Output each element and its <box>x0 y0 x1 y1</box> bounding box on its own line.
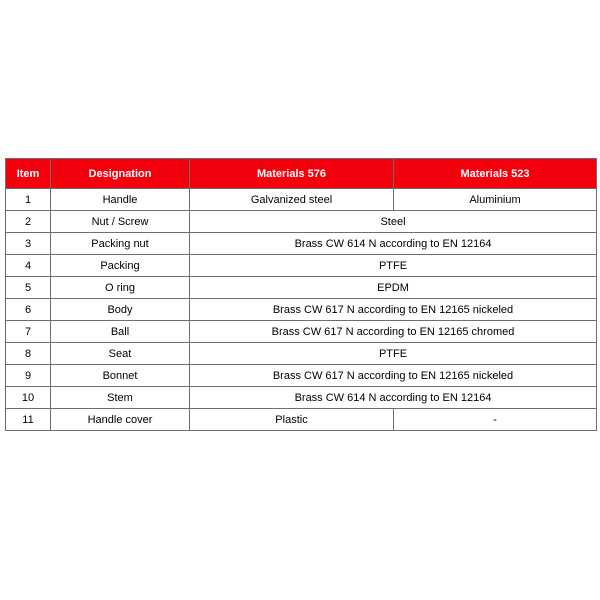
designation-cell: Ball <box>51 321 190 343</box>
header-materials-523: Materials 523 <box>394 159 597 189</box>
designation-cell: O ring <box>51 277 190 299</box>
material-shared-cell: PTFE <box>190 255 597 277</box>
materials-table <box>5 158 597 431</box>
material-shared-cell: Steel <box>190 211 597 233</box>
item-number: 3 <box>6 233 51 255</box>
material-576-cell: Galvanized steel <box>190 189 394 211</box>
material-shared-cell: EPDM <box>190 277 597 299</box>
item-number: 8 <box>6 343 51 365</box>
item-number: 2 <box>6 211 51 233</box>
designation-cell: Bonnet <box>51 365 190 387</box>
material-576-cell: Plastic <box>190 409 394 431</box>
material-shared-cell: Brass CW 617 N according to EN 12165 chromed <box>190 321 597 343</box>
designation-cell: Handle cover <box>51 409 190 431</box>
table-row <box>6 189 597 211</box>
table-row <box>6 365 597 387</box>
designation-cell: Handle <box>51 189 190 211</box>
table-row <box>6 233 597 255</box>
table-row <box>6 299 597 321</box>
table-row <box>6 255 597 277</box>
designation-cell: Seat <box>51 343 190 365</box>
item-number: 11 <box>6 409 51 431</box>
table-row <box>6 409 597 431</box>
designation-cell: Packing <box>51 255 190 277</box>
designation-cell: Nut / Screw <box>51 211 190 233</box>
item-number: 4 <box>6 255 51 277</box>
material-523-cell: - <box>394 409 597 431</box>
table-row <box>6 387 597 409</box>
material-523-cell: Aluminium <box>394 189 597 211</box>
table-header-row <box>6 159 597 189</box>
designation-cell: Body <box>51 299 190 321</box>
material-shared-cell: Brass CW 617 N according to EN 12165 nickeled <box>190 299 597 321</box>
table-row <box>6 211 597 233</box>
material-shared-cell: Brass CW 614 N according to EN 12164 <box>190 233 597 255</box>
item-number: 5 <box>6 277 51 299</box>
table-row <box>6 321 597 343</box>
header-item: Item <box>6 159 51 189</box>
table-row <box>6 343 597 365</box>
header-designation: Designation <box>51 159 190 189</box>
material-shared-cell: PTFE <box>190 343 597 365</box>
item-number: 1 <box>6 189 51 211</box>
item-number: 10 <box>6 387 51 409</box>
item-number: 6 <box>6 299 51 321</box>
item-number: 9 <box>6 365 51 387</box>
header-materials-576: Materials 576 <box>190 159 394 189</box>
material-shared-cell: Brass CW 614 N according to EN 12164 <box>190 387 597 409</box>
material-shared-cell: Brass CW 617 N according to EN 12165 nickeled <box>190 365 597 387</box>
item-number: 7 <box>6 321 51 343</box>
designation-cell: Stem <box>51 387 190 409</box>
designation-cell: Packing nut <box>51 233 190 255</box>
table-row <box>6 277 597 299</box>
